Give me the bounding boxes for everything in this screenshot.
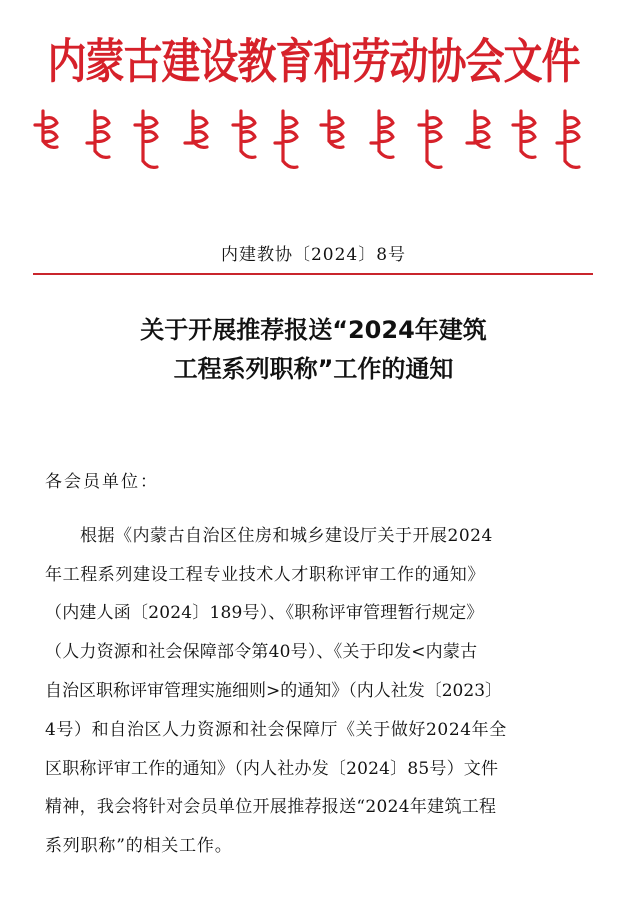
body-line-2: 年工程系列建设工程专业技术人才职称评审工作的通知》 — [45, 565, 485, 585]
body-line-7: 区职称评审工作的通知》（内人社办发〔2024〕85号）文件 — [45, 759, 499, 779]
mongolian-word-glyph — [371, 111, 393, 157]
notice-title-line-2: 工程系列职称”工作的通知 — [173, 355, 454, 383]
mongolian-word-glyph — [467, 111, 489, 147]
body-line-5: 自治区职称评审管理实施细则>的通知》（内人社发〔2023〕 — [45, 681, 503, 701]
body-line-8: 精神，我会将针对会员单位开展推荐报送“2024年建筑工程 — [45, 797, 497, 817]
organization-header-title: 内蒙古建设教育和劳动协会文件 — [47, 33, 580, 91]
document-number: 内建教协〔2024〕8号 — [220, 245, 407, 265]
mongolian-word-glyph — [419, 111, 441, 167]
mongolian-word-glyph — [513, 111, 535, 157]
body-line-3: （内建人函〔2024〕189号）、《职称评审管理暂行规定》 — [45, 603, 484, 623]
mongolian-word-glyph — [275, 111, 297, 167]
mongolian-word-glyph — [185, 111, 207, 147]
body-line-6: 4号）和自治区人力资源和社会保障厅《关于做好2024年全 — [45, 720, 507, 740]
mongolian-script-emblem — [33, 103, 593, 171]
mongolian-word-glyph — [35, 111, 57, 147]
body-line-9: 系列职称”的相关工作。 — [45, 836, 233, 856]
mongolian-word-glyph — [557, 111, 579, 167]
body-line-4: （人力资源和社会保障部令第40号）、《关于印发<内蒙古 — [45, 642, 478, 662]
mongolian-word-glyph — [135, 111, 157, 167]
header-divider-rule — [33, 273, 593, 275]
body-line-1: 根据《内蒙古自治区住房和城乡建设厅关于开展2024 — [45, 526, 493, 546]
mongolian-word-glyph — [87, 111, 109, 157]
notice-title-line-1: 关于开展推荐报送“2024年建筑 — [140, 316, 487, 344]
mongolian-word-glyph — [233, 111, 255, 157]
mongolian-word-glyph — [321, 111, 343, 147]
salutation: 各会员单位： — [45, 472, 159, 492]
